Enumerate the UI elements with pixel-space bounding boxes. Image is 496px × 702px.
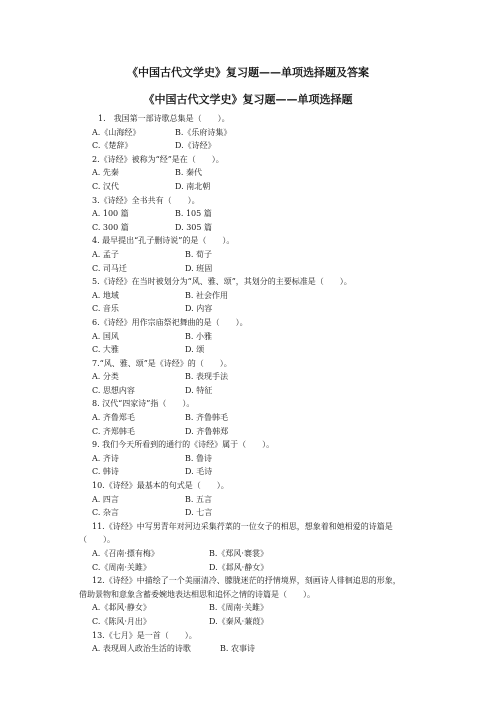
option-d: D. 内容 <box>185 304 213 314</box>
question-stem-continued: 借助景物和意象含蓄委婉地表达相思和追怀之情的诗篇是（ ）。 <box>79 589 315 599</box>
option-d: D. 齐鲁韩郑 <box>185 426 229 436</box>
option-b: B. 齐鲁韩毛 <box>185 413 228 423</box>
option-a: A. 孟子 <box>92 249 119 259</box>
option-row <box>0 425 496 439</box>
option-row <box>0 561 496 575</box>
option-row <box>0 411 496 425</box>
option-row <box>0 180 496 194</box>
option-b: B.《乐府诗集》 <box>175 127 232 137</box>
question-stem: 9. 我们今天所看到的通行的《诗经》属于（ ）。 <box>92 440 275 450</box>
option-row <box>0 343 496 357</box>
option-b: B. 105 篇 <box>175 209 212 219</box>
option-a: A. 国风 <box>92 331 119 341</box>
option-row <box>0 615 496 629</box>
option-a: A. 分类 <box>92 372 119 382</box>
option-d: D. 班固 <box>185 263 213 273</box>
option-c: C. 韩诗 <box>92 467 119 477</box>
option-a: A. 表现周人政治生活的诗歌 <box>92 644 191 654</box>
option-c: C. 300 篇 <box>92 222 129 232</box>
option-a: A.《邶风·静女》 <box>92 603 151 613</box>
option-d: D. 南北朝 <box>175 181 211 191</box>
option-row <box>0 289 496 303</box>
option-b: B. 鲁诗 <box>185 453 212 463</box>
question-stem: 2.《诗经》被称为“经”是在（ ）。 <box>92 154 224 164</box>
option-d: D. 毛诗 <box>185 467 213 477</box>
option-a: A. 齐鲁郑毛 <box>92 413 135 423</box>
question-stem-continued: （ ）。 <box>79 535 115 545</box>
option-row <box>0 370 496 384</box>
option-row <box>0 506 496 520</box>
option-row <box>0 207 496 221</box>
option-d: D. 305 篇 <box>175 222 213 232</box>
option-c: C.《周南·关雎》 <box>92 562 151 572</box>
option-c: C.《陈风·月出》 <box>92 616 151 626</box>
option-c: C.《楚辞》 <box>92 141 133 151</box>
question-stem: 4. 最早提出“孔子删诗说”的是（ ）。 <box>92 236 235 246</box>
option-row <box>0 642 496 656</box>
option-row <box>0 126 496 140</box>
option-b: B. 荀子 <box>185 249 212 259</box>
option-row <box>0 452 496 466</box>
option-c: C. 音乐 <box>92 304 119 314</box>
option-a: A. 地域 <box>92 290 119 300</box>
option-c: C. 司马迁 <box>92 263 127 273</box>
question-stem: 1. 我国第一部诗歌总集是（ ）。 <box>98 114 230 123</box>
option-d: D.《秦风·蒹葭》 <box>209 616 269 626</box>
option-d: D.《诗经》 <box>175 141 216 151</box>
option-row <box>0 248 496 262</box>
option-row <box>0 384 496 398</box>
option-row <box>0 601 496 615</box>
option-a: A.《山海经》 <box>92 127 141 137</box>
option-c: C. 杂言 <box>92 508 119 518</box>
option-row <box>0 465 496 479</box>
question-stem: 6.《诗经》用作宗庙祭祀舞曲的是（ ）。 <box>92 317 248 327</box>
option-a: A.《召南·摽有梅》 <box>92 549 159 558</box>
option-d: D.《邶风·静女》 <box>209 562 269 572</box>
document-title: 《中国古代文学史》复习题——单项选择题及答案 <box>127 66 369 79</box>
option-b: B. 小雅 <box>185 331 212 341</box>
option-a: A. 齐诗 <box>92 453 119 463</box>
question-stem: 3.《诗经》全书共有（ ）。 <box>92 195 200 205</box>
section-title: 《中国古代文学史》复习题——单项选择题 <box>143 93 353 106</box>
option-row <box>0 262 496 276</box>
option-b: B.《郑风·褰裳》 <box>209 549 268 558</box>
option-b: B. 五言 <box>185 494 212 504</box>
option-a: A. 先秦 <box>92 168 119 178</box>
option-d: D. 七言 <box>185 508 213 518</box>
option-a: A. 100 篇 <box>92 209 129 219</box>
option-row <box>0 139 496 153</box>
question-stem: 8. 汉代“四家诗”指（ ）。 <box>92 399 195 409</box>
option-row <box>0 221 496 235</box>
question-stem: 5.《诗经》在当时被划分为“风、雅、颂”，其划分的主要标准是（ ）。 <box>92 277 352 287</box>
option-a: A. 四言 <box>92 494 119 504</box>
option-c: C. 汉代 <box>92 181 119 191</box>
option-row <box>0 302 496 316</box>
option-row <box>0 547 496 561</box>
option-b: B. 农事诗 <box>220 644 255 654</box>
question-stem: 12.《诗经》中描绘了一个美丽清冷、朦胧迷茫的抒情境界，刻画诗人徘徊追思的形象， <box>92 576 401 586</box>
question-stem: 11.《诗经》中写男青年对河边采集荇菜的一位女子的相思，想象着和她相爱的诗篇是 <box>92 521 393 531</box>
option-b: B. 表现手法 <box>185 372 228 382</box>
option-c: C. 思想内容 <box>92 385 135 395</box>
option-c: C. 齐郑韩毛 <box>92 426 135 436</box>
option-row <box>0 330 496 344</box>
option-c: C. 大雅 <box>92 345 119 355</box>
option-d: D. 颂 <box>185 345 205 355</box>
option-row <box>0 493 496 507</box>
option-b: B. 社会作用 <box>185 290 228 300</box>
question-list <box>0 112 496 656</box>
option-row <box>0 166 496 180</box>
option-b: B.《周南·关雎》 <box>209 603 268 613</box>
question-stem: 13.《七月》是一首（ ）。 <box>92 630 197 640</box>
option-b: B. 秦代 <box>175 168 202 178</box>
option-d: D. 特征 <box>185 385 213 395</box>
question-stem: 10.《诗经》最基本的句式是（ ）。 <box>92 481 229 491</box>
question-stem: 7.“风、雅、颂”是《诗经》的（ ）。 <box>92 358 232 368</box>
